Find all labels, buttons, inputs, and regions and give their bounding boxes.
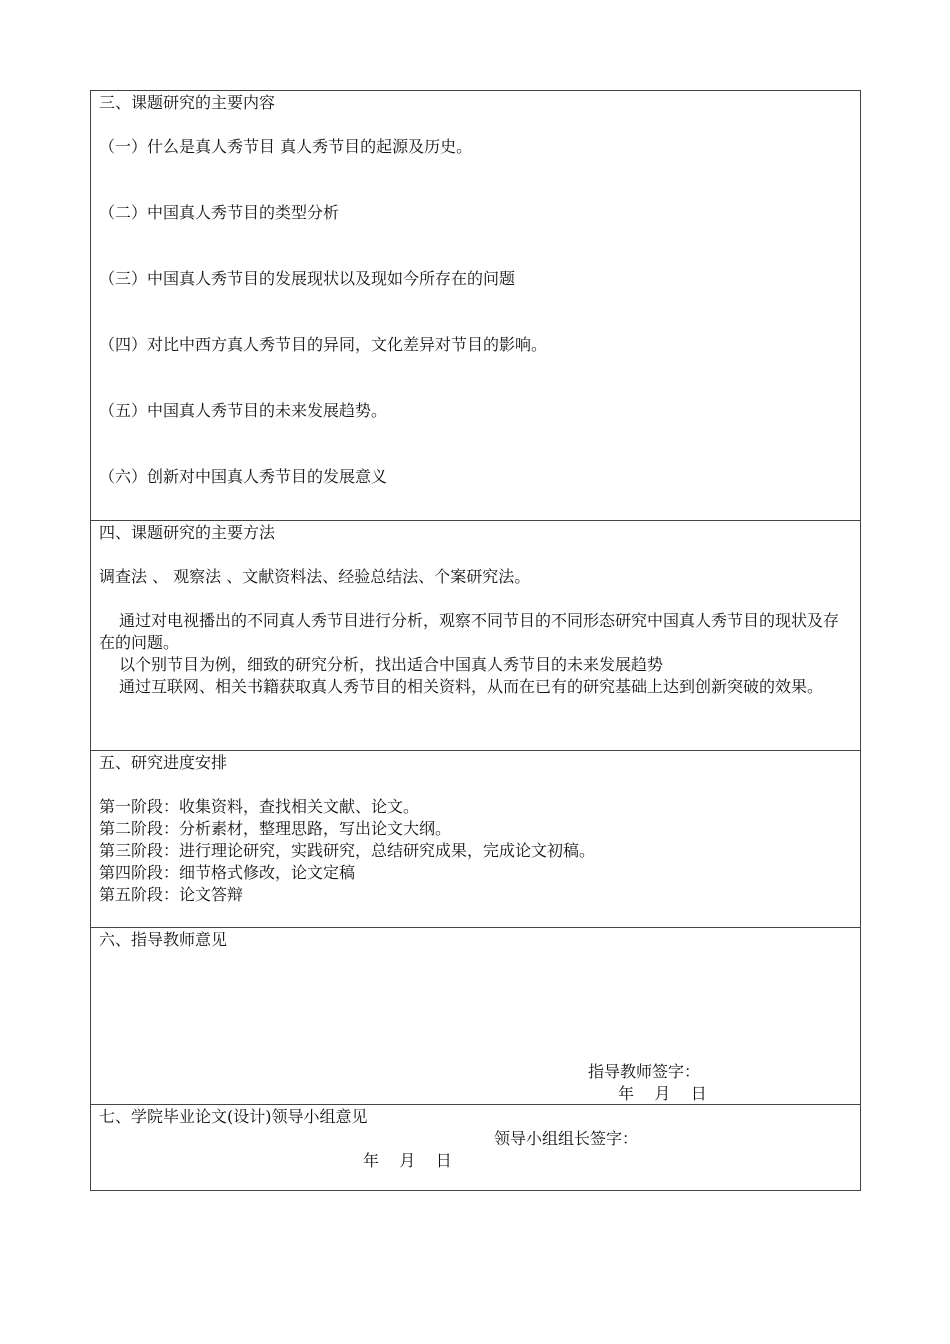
- methods-list: 调查法 、 观察法 、文献资料法、经验总结法、个案研究法。: [99, 567, 531, 586]
- section-heading: 六、指导教师意见: [99, 930, 228, 949]
- advisor-date-line: 年 月 日: [618, 1084, 707, 1103]
- section-schedule: [91, 750, 860, 927]
- section-committee-opinion: [91, 1104, 860, 1190]
- section-research-methods: [91, 520, 860, 750]
- content-item: （一）什么是真人秀节目 真人秀节目的起源及历史。: [99, 137, 473, 156]
- committee-date-line: 年 月 日: [363, 1151, 452, 1170]
- schedule-stage: 第二阶段：分析素材，整理思路，写出论文大纲。: [99, 819, 452, 838]
- content-item: （五）中国真人秀节目的未来发展趋势。: [99, 401, 388, 420]
- schedule-stage: 第一阶段：收集资料，查找相关文献、论文。: [99, 797, 420, 816]
- schedule-stage: 第四阶段：细节格式修改，论文定稿: [99, 863, 356, 882]
- content-item: （六）创新对中国真人秀节目的发展意义: [99, 467, 388, 486]
- schedule-stage: 第三阶段：进行理论研究，实践研究，总结研究成果，完成论文初稿。: [99, 841, 596, 860]
- content-item: （四）对比中西方真人秀节目的异同，文化差异对节目的影响。: [99, 335, 548, 354]
- committee-signature-label: 领导小组组长签字：: [494, 1129, 639, 1148]
- advisor-signature-label: 指导教师签字：: [588, 1062, 701, 1081]
- section-heading: 五、研究进度安排: [99, 753, 228, 772]
- section-advisor-opinion: [91, 927, 860, 1104]
- section-heading: 四、课题研究的主要方法: [99, 523, 276, 542]
- content-item: （二）中国真人秀节目的类型分析: [99, 203, 340, 222]
- section-heading: 七、学院毕业论文(设计)领导小组意见: [99, 1107, 368, 1126]
- content-item: （三）中国真人秀节目的发展现状以及现如今所存在的问题: [99, 269, 516, 288]
- method-paragraph: 以个别节目为例，细致的研究分析，找出适合中国真人秀节目的未来发展趋势: [119, 655, 664, 674]
- schedule-stage: 第五阶段：论文答辩: [99, 885, 244, 904]
- section-research-content: [91, 91, 860, 520]
- method-paragraph: 通过对电视播出的不同真人秀节目进行分析，观察不同节目的不同形态研究中国真人秀节目的现状及存在的问题。: [99, 611, 840, 652]
- method-paragraph: 通过互联网、相关书籍获取真人秀节目的相关资料，从而在已有的研究基础上达到创新突破的效果。: [119, 677, 824, 696]
- opening-report-form: [90, 90, 861, 1191]
- section-heading: 三、课题研究的主要内容: [99, 93, 276, 112]
